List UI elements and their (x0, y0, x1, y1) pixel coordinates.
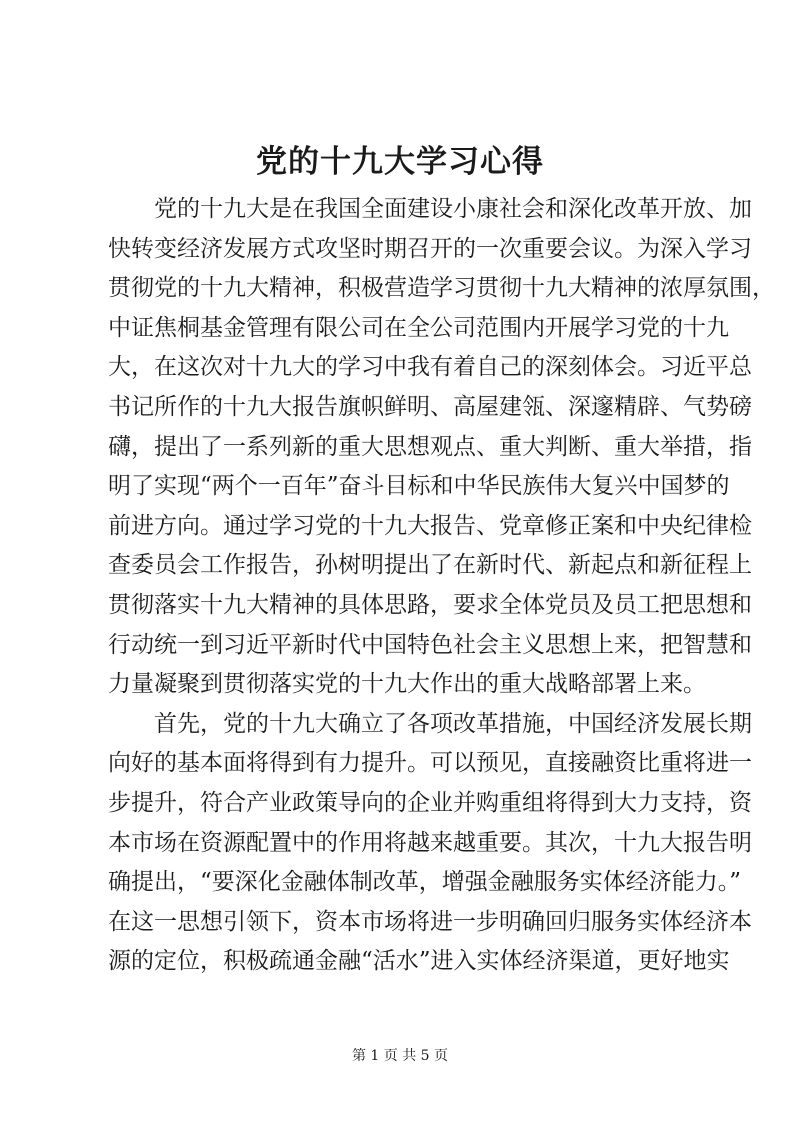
paragraph-line: 大，在这次对十九大的学习中我有着自己的深刻体会。习近平总 (108, 354, 752, 381)
paragraph-line: 首先，党的十九大确立了各项改革措施，中国经济发展长期 (154, 710, 752, 737)
paragraph-line: 中证焦桐基金管理有限公司在全公司范围内开展学习党的十九 (108, 314, 729, 341)
paragraph-line: 向好的基本面将得到有力提升。可以预见，直接融资比重将进一 (108, 750, 752, 777)
paragraph-line: 查委员会工作报告，孙树明提出了在新时代、新起点和新征程上 (108, 552, 752, 579)
paragraph-line: 快转变经济发展方式攻坚时期召开的一次重要会议。为深入学习 (108, 235, 752, 262)
paragraph-line: 源的定位，积极疏通金融“活水”进入实体经济渠道，更好地实 (108, 948, 730, 975)
paragraph-line: 本市场在资源配置中的作用将越来越重要。其次，十九大报告明 (108, 829, 752, 856)
paragraph-line: 在这一思想引领下，资本市场将进一步明确回归服务实体经济本 (108, 908, 752, 935)
document-body (108, 190, 775, 982)
paragraph-line: 前进方向。通过学习党的十九大报告、党章修正案和中央纪律检 (108, 512, 752, 539)
page-number-footer: 第 1 页 共 5 页 (351, 1048, 449, 1064)
paragraph-line: 明了实现“两个一百年”奋斗目标和中华民族伟大复兴中国梦的 (108, 473, 730, 500)
paragraph-line: 书记所作的十九大报告旗帜鲜明、高屋建瓴、深邃精辟、气势磅 (108, 393, 752, 420)
paragraph-line: 确提出，“要深化金融体制改革，增强金融服务实体经济能力。” (108, 869, 742, 896)
paragraph-line: 行动统一到习近平新时代中国特色社会主义思想上来，把智慧和 (108, 631, 752, 658)
paragraph-line: 贯彻落实十九大精神的具体思路，要求全体党员及员工把思想和 (108, 591, 752, 618)
paragraph-line: 贯彻党的十九大精神，积极营造学习贯彻十九大精神的浓厚氛围， (108, 275, 775, 302)
paragraph-line: 礴，提出了一系列新的重大思想观点、重大判断、重大举措，指 (108, 433, 752, 460)
paragraph-line: 力量凝聚到贯彻落实党的十九大作出的重大战略部署上来。 (108, 671, 706, 698)
document-title: 党的十九大学习心得 (256, 144, 544, 180)
paragraph-line: 步提升，符合产业政策导向的企业并购重组将得到大力支持，资 (108, 789, 752, 816)
paragraph-line: 党的十九大是在我国全面建设小康社会和深化改革开放、加 (154, 196, 752, 222)
